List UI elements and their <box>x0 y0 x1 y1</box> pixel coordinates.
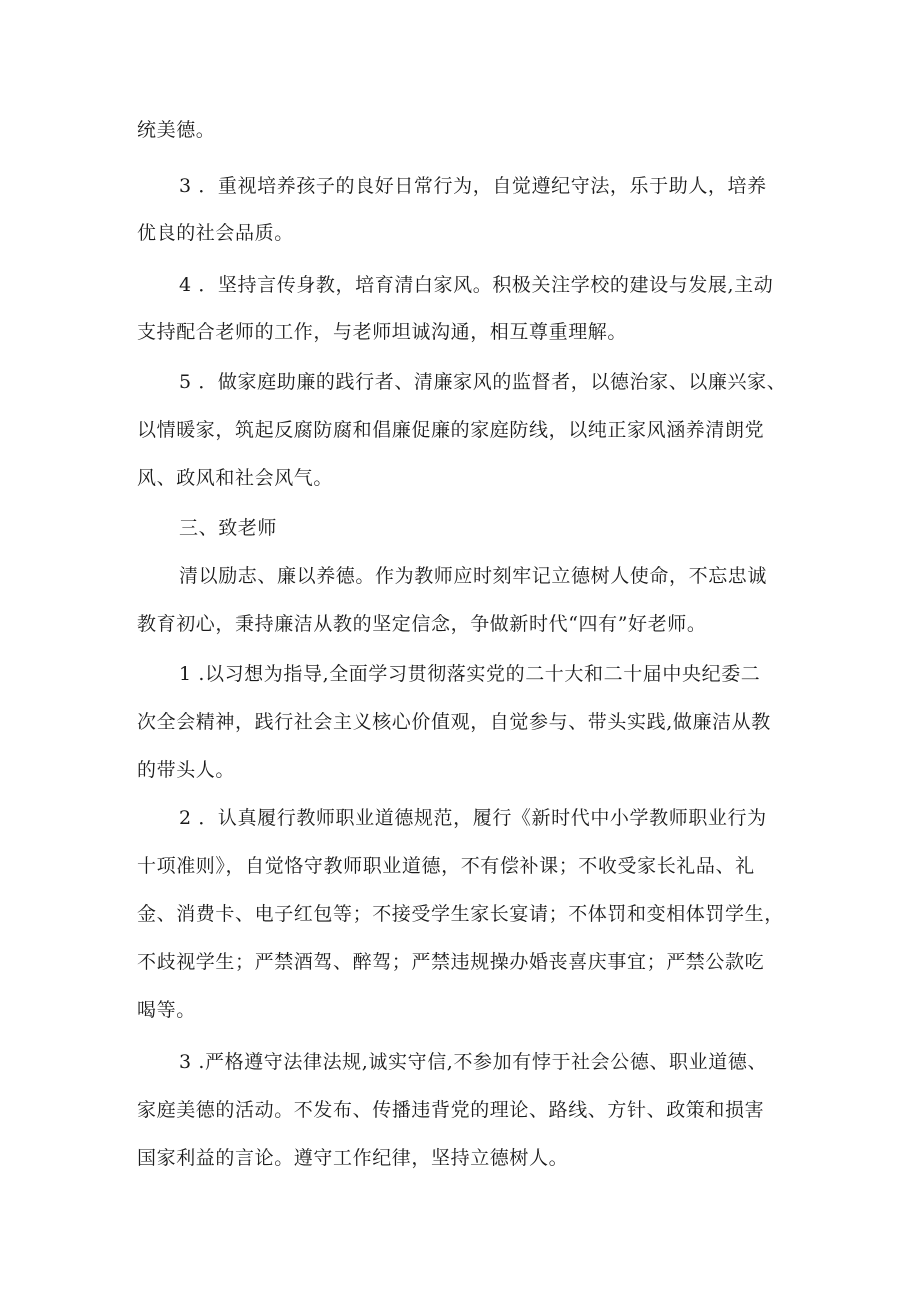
section-heading: 三、致老师 <box>179 517 278 539</box>
teacher-item-3-line-2: 家庭美德的活动。不发布、传播违背党的理论、路线、方针、政策和损害 <box>137 1099 765 1121</box>
teacher-item-3-line-3: 国家利益的言论。遵守工作纪律，坚持立德树人。 <box>137 1147 569 1169</box>
list-item-4-line-2: 支持配合老师的工作，与老师坦诚沟通，相互尊重理解。 <box>137 321 628 343</box>
teacher-item-2-line-1: 2 ．认真履行教师职业道德规范，履行《新时代中小学教师职业行为 <box>179 807 767 829</box>
teacher-item-2-line-2: 十项准则》，自觉恪守教师职业道德，不有偿补课；不收受家长礼品、礼 <box>137 855 755 877</box>
teacher-item-2-line-5: 喝等。 <box>137 999 196 1021</box>
teacher-item-2-line-3: 金、消费卡、电子红包等；不接受学生家长宴请；不体罚和变相体罚学生， <box>137 903 784 925</box>
list-item-4-line-1: 4 ．坚持言传身教，培育清白家风。积极关注学校的建设与发展,主动 <box>179 274 774 296</box>
list-item-3-line-1: 3 ．重视培养孩子的良好日常行为，自觉遵纪守法，乐于助人，培养 <box>179 175 767 197</box>
list-item-5-line-3: 风、政风和社会风气。 <box>137 467 334 489</box>
list-item-5-line-1: 5 ．做家庭助廉的践行者、清廉家风的监督者，以德治家、以廉兴家、 <box>179 371 787 393</box>
teacher-item-2-line-4: 不歧视学生；严禁酒驾、醉驾；严禁违规操办婚丧喜庆事宜；严禁公款吃 <box>137 951 765 973</box>
list-item-5-line-2: 以情暖家，筑起反腐防腐和倡廉促廉的家庭防线，以纯正家风涵养清朗党 <box>137 419 765 441</box>
intro-paragraph-line-1: 清以励志、廉以养德。作为教师应时刻牢记立德树人使命，不忘忠诚 <box>179 565 768 587</box>
teacher-item-1-line-1: 1 .以习想为指导,全面学习贯彻落实党的二十大和二十届中央纪委二 <box>179 663 761 685</box>
list-item-3-line-2: 优良的社会品质。 <box>137 222 294 244</box>
intro-paragraph-line-2: 教育初心，秉持廉洁从教的坚定信念，争做新时代“四有”好老师。 <box>137 613 707 635</box>
teacher-item-3-line-1: 3 .严格遵守法律法规,诚实守信,不参加有悖于社会公德、职业道德、 <box>179 1051 768 1073</box>
teacher-item-1-line-3: 的带头人。 <box>137 759 236 781</box>
text-line: 统美德。 <box>137 119 216 141</box>
teacher-item-1-line-2: 次全会精神，践行社会主义核心价值观，自觉参与、带头实践,做廉洁从教 <box>137 711 771 733</box>
